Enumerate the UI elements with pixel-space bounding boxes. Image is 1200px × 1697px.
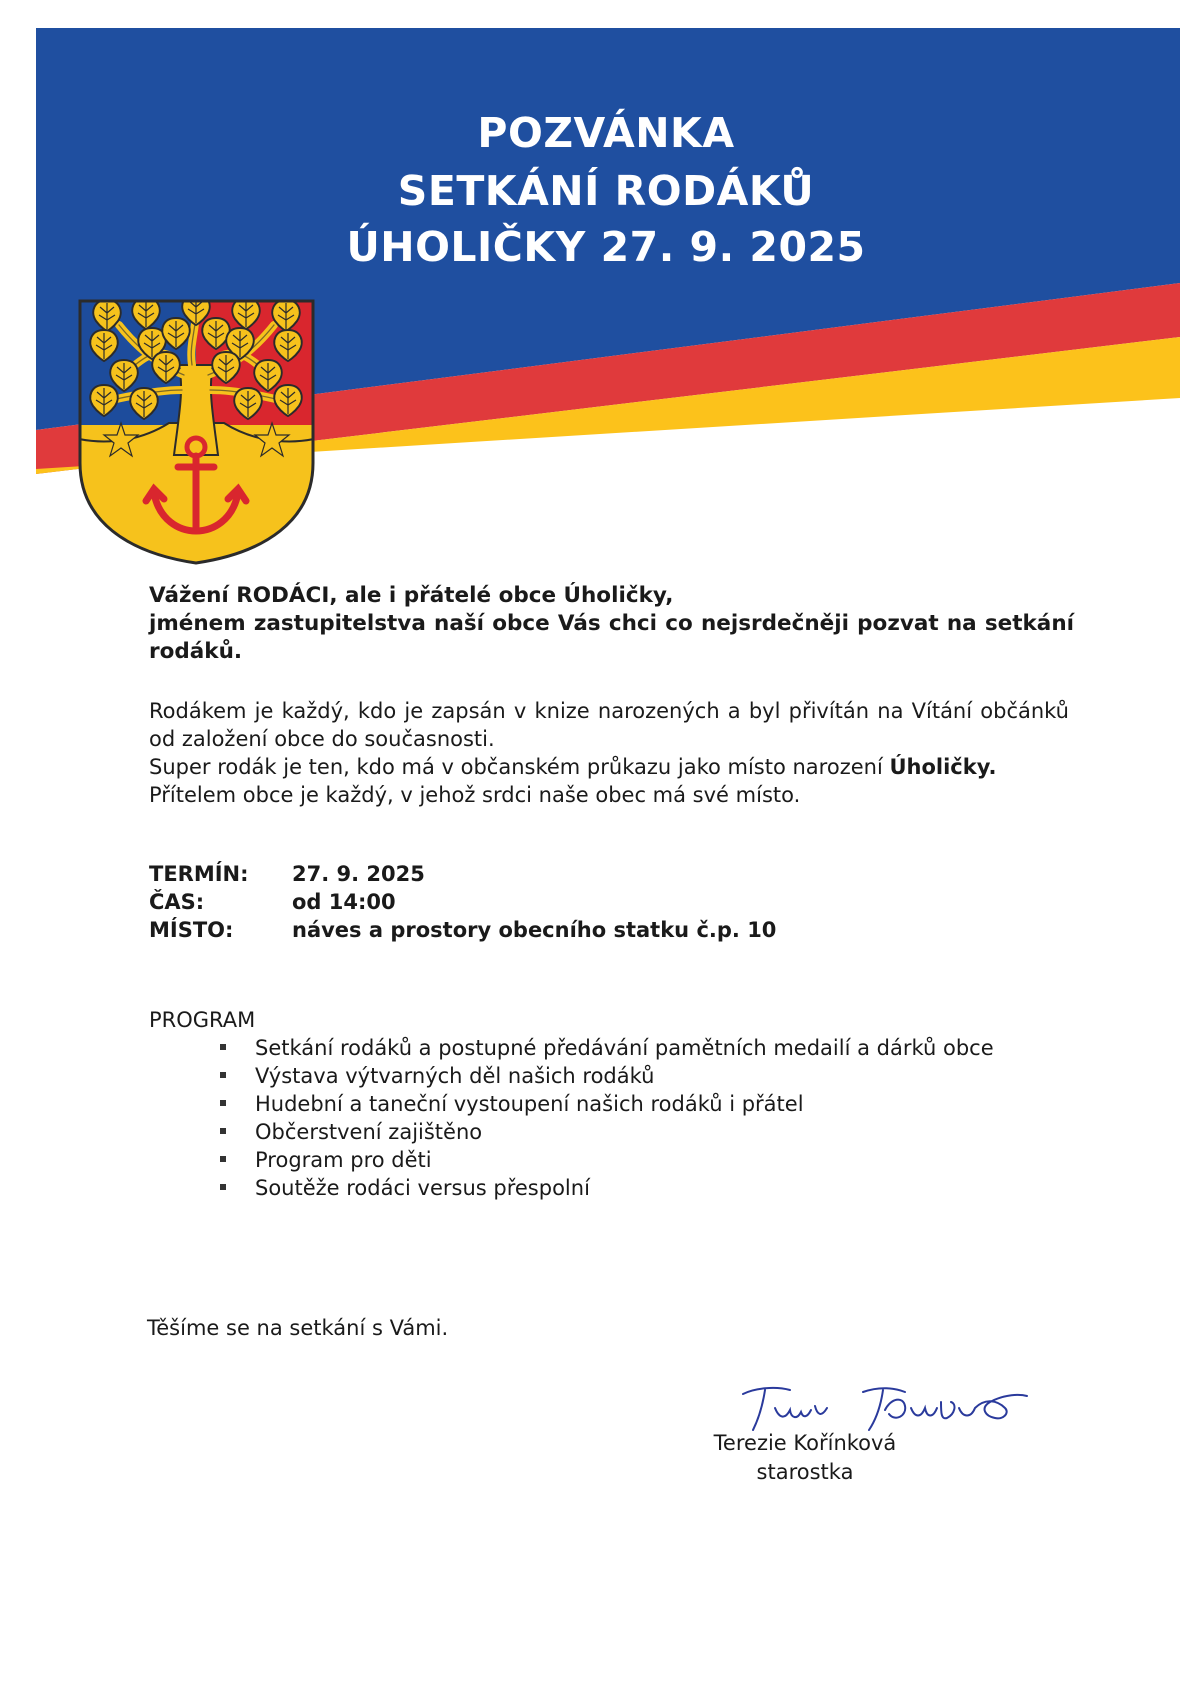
paragraph-pritel: Přítelem obce je každý, v jehož srdci naše obec má své místo.	[149, 783, 801, 807]
paragraph-super-rodak-text: Super rodák je ten, kdo má v občanském průkazu jako místo narození	[149, 755, 890, 779]
greeting-line-2: jménem zastupitelstva naší obce Vás chci co nejsrdečněji pozvat na setkání rodáků.	[149, 611, 1074, 664]
closing-text: Těšíme se na setkání s Vámi.	[147, 1316, 449, 1340]
signer-name: Terezie Kořínková	[713, 1431, 897, 1455]
title-line-3: ÚHOLIČKY 27. 9. 2025	[346, 223, 866, 271]
time-value: od 14:00	[292, 890, 396, 914]
place-value: náves a prostory obecního statku č.p. 10	[292, 918, 777, 942]
paragraph-super-rodak	[149, 753, 1069, 781]
coat-of-arms-icon	[74, 295, 319, 567]
greeting-line-1: Vážení RODÁCI, ale i přátelé obce Úholičky,	[149, 583, 674, 608]
program-item-text: Hudební a taneční vystoupení našich rodáků i přátel	[255, 1092, 804, 1116]
program-item-text: Program pro děti	[255, 1148, 432, 1172]
list-item	[215, 1090, 1035, 1118]
program-item-text: Občerstvení zajištěno	[255, 1120, 483, 1144]
place-label: MÍSTO:	[149, 918, 234, 942]
paragraph-super-rodak-bold: Úholičky.	[889, 755, 997, 779]
bullet-icon	[220, 1044, 226, 1050]
list-item	[215, 1034, 1035, 1062]
date-value: 27. 9. 2025	[292, 862, 425, 886]
program-list	[215, 1034, 1035, 1202]
list-item	[215, 1118, 1035, 1146]
date-label: TERMÍN:	[149, 862, 249, 886]
time-label: ČAS:	[149, 890, 205, 914]
bullet-icon	[220, 1100, 226, 1106]
list-item	[215, 1146, 1035, 1174]
bullet-icon	[220, 1156, 226, 1162]
program-item-text: Soutěže rodáci versus přespolní	[255, 1176, 590, 1200]
program-item-text: Setkání rodáků a postupné předávání pamětních medailí a dárků obce	[255, 1036, 994, 1060]
program-item-text: Výstava výtvarných děl našich rodáků	[255, 1064, 655, 1088]
bullet-icon	[220, 1072, 226, 1078]
bullet-icon	[220, 1128, 226, 1134]
list-item	[215, 1174, 1035, 1202]
list-item	[215, 1062, 1035, 1090]
signer-role: starostka	[756, 1460, 854, 1484]
handwritten-signature	[735, 1378, 1035, 1438]
bullet-icon	[220, 1184, 226, 1190]
title-line-2: SETKÁNÍ RODÁKŮ	[397, 167, 815, 215]
program-heading: PROGRAM	[149, 1008, 256, 1032]
title-line-1: POZVÁNKA	[477, 109, 735, 157]
paragraph-rodak: Rodákem je každý, kdo je zapsán v knize narozených a byl přivítán na Vítání občánků od založení obce do současnosti.	[149, 699, 1069, 751]
